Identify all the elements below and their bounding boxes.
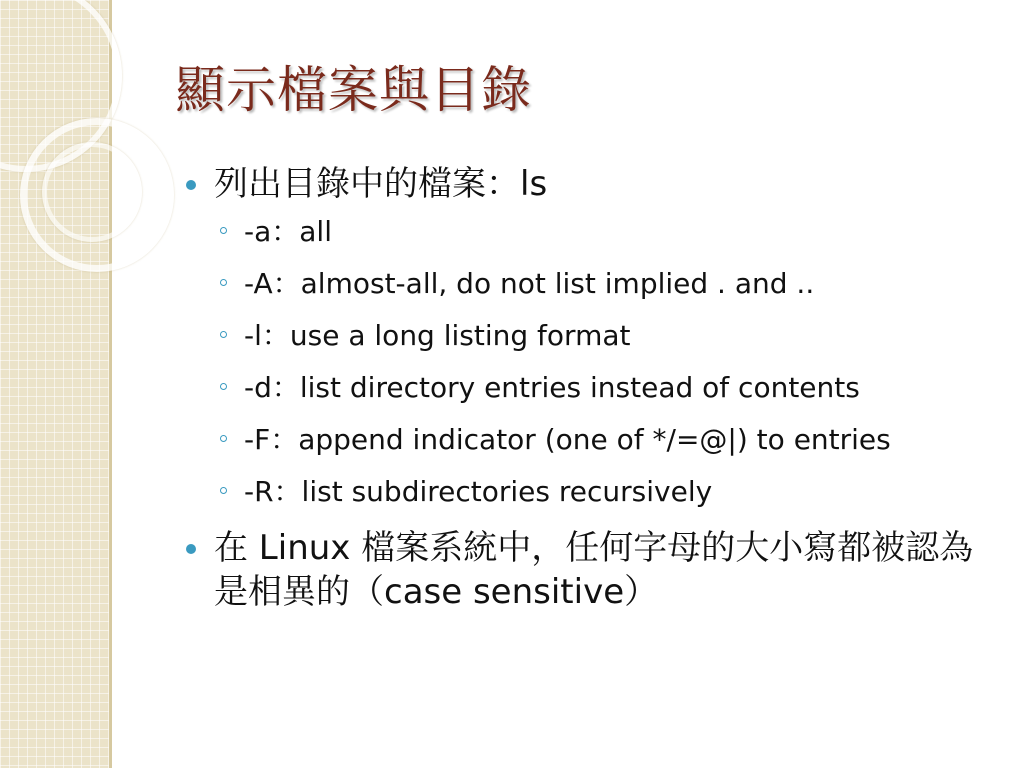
ring-bullet-icon <box>220 435 227 442</box>
slide-body <box>186 162 986 614</box>
ring-bullet-icon <box>220 331 227 338</box>
sub-bullet-item <box>186 474 986 510</box>
side-panel-edge <box>109 0 112 768</box>
ring-bullet-icon <box>220 383 227 390</box>
slide-title: 顯示檔案與目錄 <box>175 61 532 119</box>
sub-bullet-text: -R：list subdirectories recursively <box>244 475 713 508</box>
bullet-item <box>186 526 986 614</box>
sub-bullet-text: -a：all <box>244 215 332 248</box>
bullet-dot-icon <box>186 180 196 190</box>
decorative-side-panel <box>0 0 112 768</box>
sub-bullet-item <box>186 214 986 250</box>
sub-bullet-text: -l：use a long listing format <box>244 319 631 352</box>
sub-bullet-item <box>186 422 986 458</box>
bullet-text: 列出目錄中的檔案：ls <box>214 164 548 204</box>
ring-bullet-icon <box>220 279 227 286</box>
bullet-item <box>186 162 986 206</box>
sub-bullet-text: -A：almost-all, do not list implied . and .. <box>244 267 815 300</box>
sub-bullet-item <box>186 266 986 302</box>
sub-bullet-item <box>186 370 986 406</box>
ring-bullet-icon <box>220 487 227 494</box>
sub-bullet-text: -F：append indicator (one of */=@|) to entries <box>244 423 891 456</box>
bullet-dot-icon <box>186 544 196 554</box>
sub-bullet-text: -d：list directory entries instead of contents <box>244 371 860 404</box>
sub-bullet-item <box>186 318 986 354</box>
bullet-text: 在 Linux 檔案系統中，任何字母的大小寫都被認為是相異的（case sensitive） <box>214 528 974 612</box>
ring-bullet-icon <box>220 227 227 234</box>
